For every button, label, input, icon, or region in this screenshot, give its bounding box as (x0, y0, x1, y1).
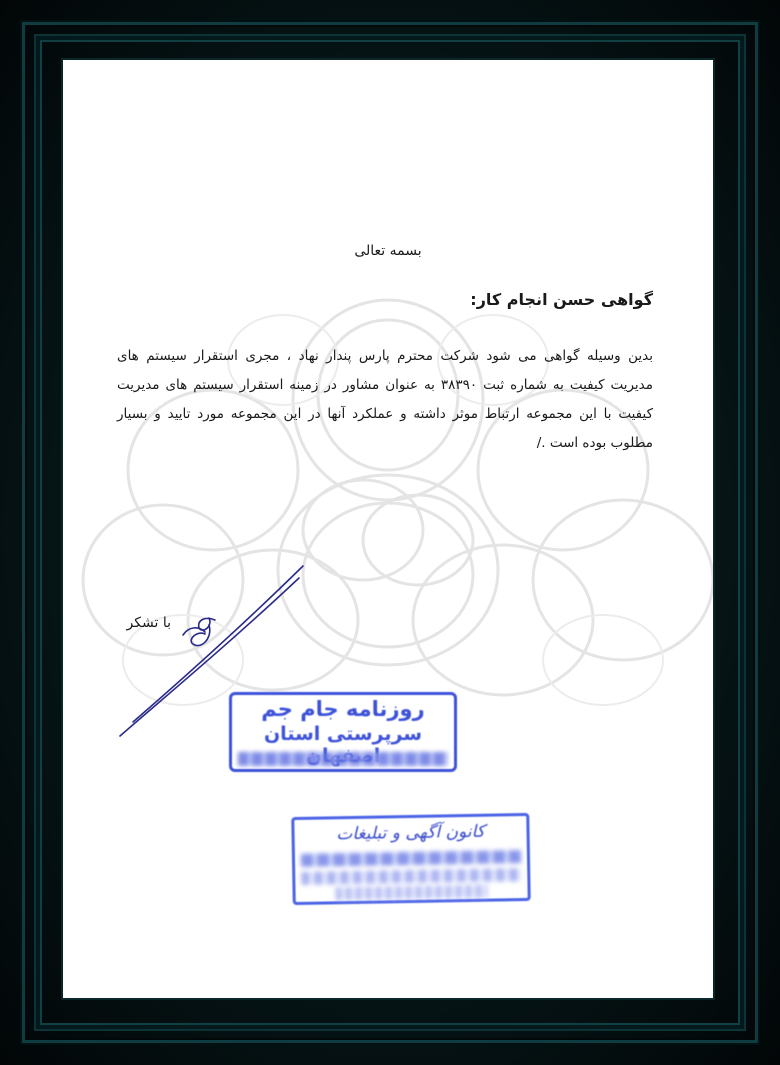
stamp-blurred-line (301, 850, 521, 867)
stamp-agency-name: کانون آگهی و تبلیغات (336, 821, 485, 845)
newspaper-stamp (229, 692, 457, 772)
certificate-title: گواهی حسن انجام کار: (470, 290, 653, 309)
stamp-blurred-line (335, 885, 487, 901)
stamp-newspaper-branch: سرپرستی استان (263, 723, 423, 745)
stamp-blurred-line (301, 868, 521, 885)
letter-page (63, 60, 713, 998)
certificate-body: بدین وسیله گواهی می شود شرکت محترم پارس پندار نهاد ، مجری استقرار سیستم های مدیریت کیفیت به شماره ثبت ۳۸۳۹۰ به عنوان مشاور در زمینه استقرار سیستم های مدیریت کیفیت با این مجموعه ارتباط موثر داشته و عملکرد آنها در این مجموعه مورد تایید و بسیار مطلوب بوده است ./ (117, 348, 653, 451)
stamp-newspaper-name: روزنامه جام جم (261, 697, 425, 721)
invocation-heading: بسمه تعالی (354, 243, 422, 259)
stamp-blurred-line (238, 752, 448, 766)
closing-text: با تشکر (126, 615, 171, 631)
agency-stamp (291, 813, 530, 905)
